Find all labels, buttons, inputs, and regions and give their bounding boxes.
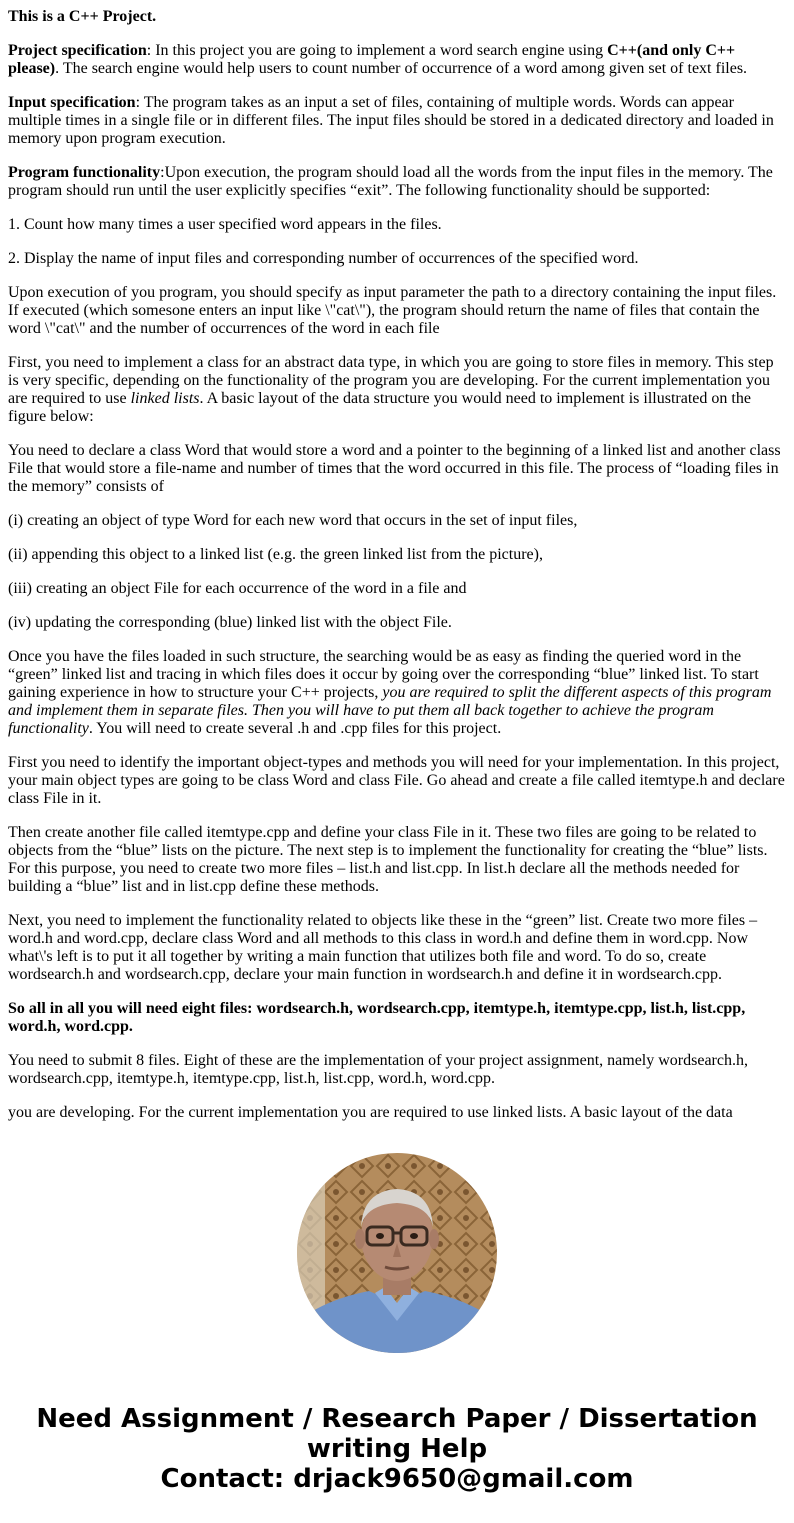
itemtype-cpp-paragraph: Then create another file called itemtype.cpp and define your class File in it. These two files are going to be related to objects from the “blue” lists on the picture. The next step is to implement the functionality for creating the “blue” lists. For this purpose, you need to create two more files – list.h and list.cpp. In list.h declare all the methods needed for building a “blue” list and in list.cpp define these methods. [8,824,768,895]
submit-paragraph: You need to submit 8 files. Eight of these are the implementation of your project assignment, namely wordsearch.h, wordsearch.cpp, itemtype.h, itemtype.cpp, list.h, list.cpp, word.h, word.cpp. [8,1052,748,1087]
eight-files-summary: So all in all you will need eight files: wordsearch.h, wordsearch.cpp, itemtype.h, itemtype.cpp, list.h, list.cpp, word.h, word.cpp. [8,1000,746,1035]
functionality-item-2: 2. Display the name of input files and corresponding number of occurrences of the specified word. [8,250,639,267]
declare-classes-paragraph: You need to declare a class Word that would store a word and a pointer to the beginning of a linked list and another class File that would store a file-name and number of times that the word occurred in this file. The process of “loading files in the memory” consists of [8,442,781,495]
doc-heading: This is a C++ Project. [8,8,157,25]
program-functionality: Program functionality:Upon execution, the program should load all the words from the input files in the memory. The program should run until the user explicitly specifies “exit”. The following functionality should be supported: [8,164,773,199]
promo-headline: Need Assignment / Research Paper / Dissertation writing Help [36,1404,758,1464]
abstract-data-type-paragraph: First, you need to implement a class for an abstract data type, in which you are going to store files in memory. This step is very specific, depending on the functionality of the program you are developing. For the current implementation you are required to use linked lists. A basic layout of the data structure you would need to implement is illustrated on the figure below: [8,354,774,425]
promo-contact: Contact: drjack9650@gmail.com [160,1464,634,1494]
avatar-portrait [297,1153,497,1353]
input-specification: Input specification: The program takes as an input a set of files, containing of multiple words. Words can appear multiple times in a single file or in different files. The input files should be stored in a dedicated directory and loaded in memory upon program execution. [8,94,774,147]
word-files-paragraph: Next, you need to implement the functionality related to objects like these in the “green” list. Create two more files – word.h and word.cpp, declare class Word and all methods to this class in word.h and define them in word.cpp. Now what\'s left is to put it all together by writing a main function that utilizes both file and word. To do so, create wordsearch.h and wordsearch.cpp, declare your main function in wordsearch.h and define it in wordsearch.cpp. [8,912,758,983]
loading-step-1: (i) creating an object of type Word for each new word that occurs in the set of input files, [8,512,578,529]
searching-paragraph: Once you have the files loaded in such structure, the searching would be as easy as finding the queried word in the “green” linked list and tracing in which files does it occur by going over the corresponding “blue” linked list. To start gaining experience in how to structure your C++ projects, you are required to split the different aspects of this program and implement them in separate files. Then you will have to put them all back together to achieve the program functionality. You will need to create several .h and .cpp files for this project. [8,648,772,737]
upon-execution-paragraph: Upon execution of you program, you should specify as input parameter the path to a directory containing the input files. If executed (which somesone enters an input like \"cat\"), the program should return the name of files that contain the word \"cat\" and the number of occurrences of the word in each file [8,284,777,337]
trailing-fragment: you are developing. For the current implementation you are required to use linked lists. A basic layout of the data [8,1104,733,1121]
loading-step-4: (iv) updating the corresponding (blue) linked list with the object File. [8,614,452,631]
functionality-item-1: 1. Count how many times a user specified word appears in the files. [8,216,442,233]
promo-banner [0,1404,794,1494]
project-specification: Project specification: In this project you are going to implement a word search engine using C++(and only C++ please). The search engine would help users to count number of occurrence of a word among given set of text files. [8,42,748,77]
object-types-paragraph: First you need to identify the important object-types and methods you will need for your implementation. In this project, your main object types are going to be class Word and class File. Go ahead and create a file called itemtype.h and declare class File in it. [8,754,785,807]
avatar [297,1153,497,1353]
loading-step-2: (ii) appending this object to a linked list (e.g. the green linked list from the picture), [8,546,543,563]
loading-step-3: (iii) creating an object File for each occurrence of the word in a file and [8,580,467,597]
